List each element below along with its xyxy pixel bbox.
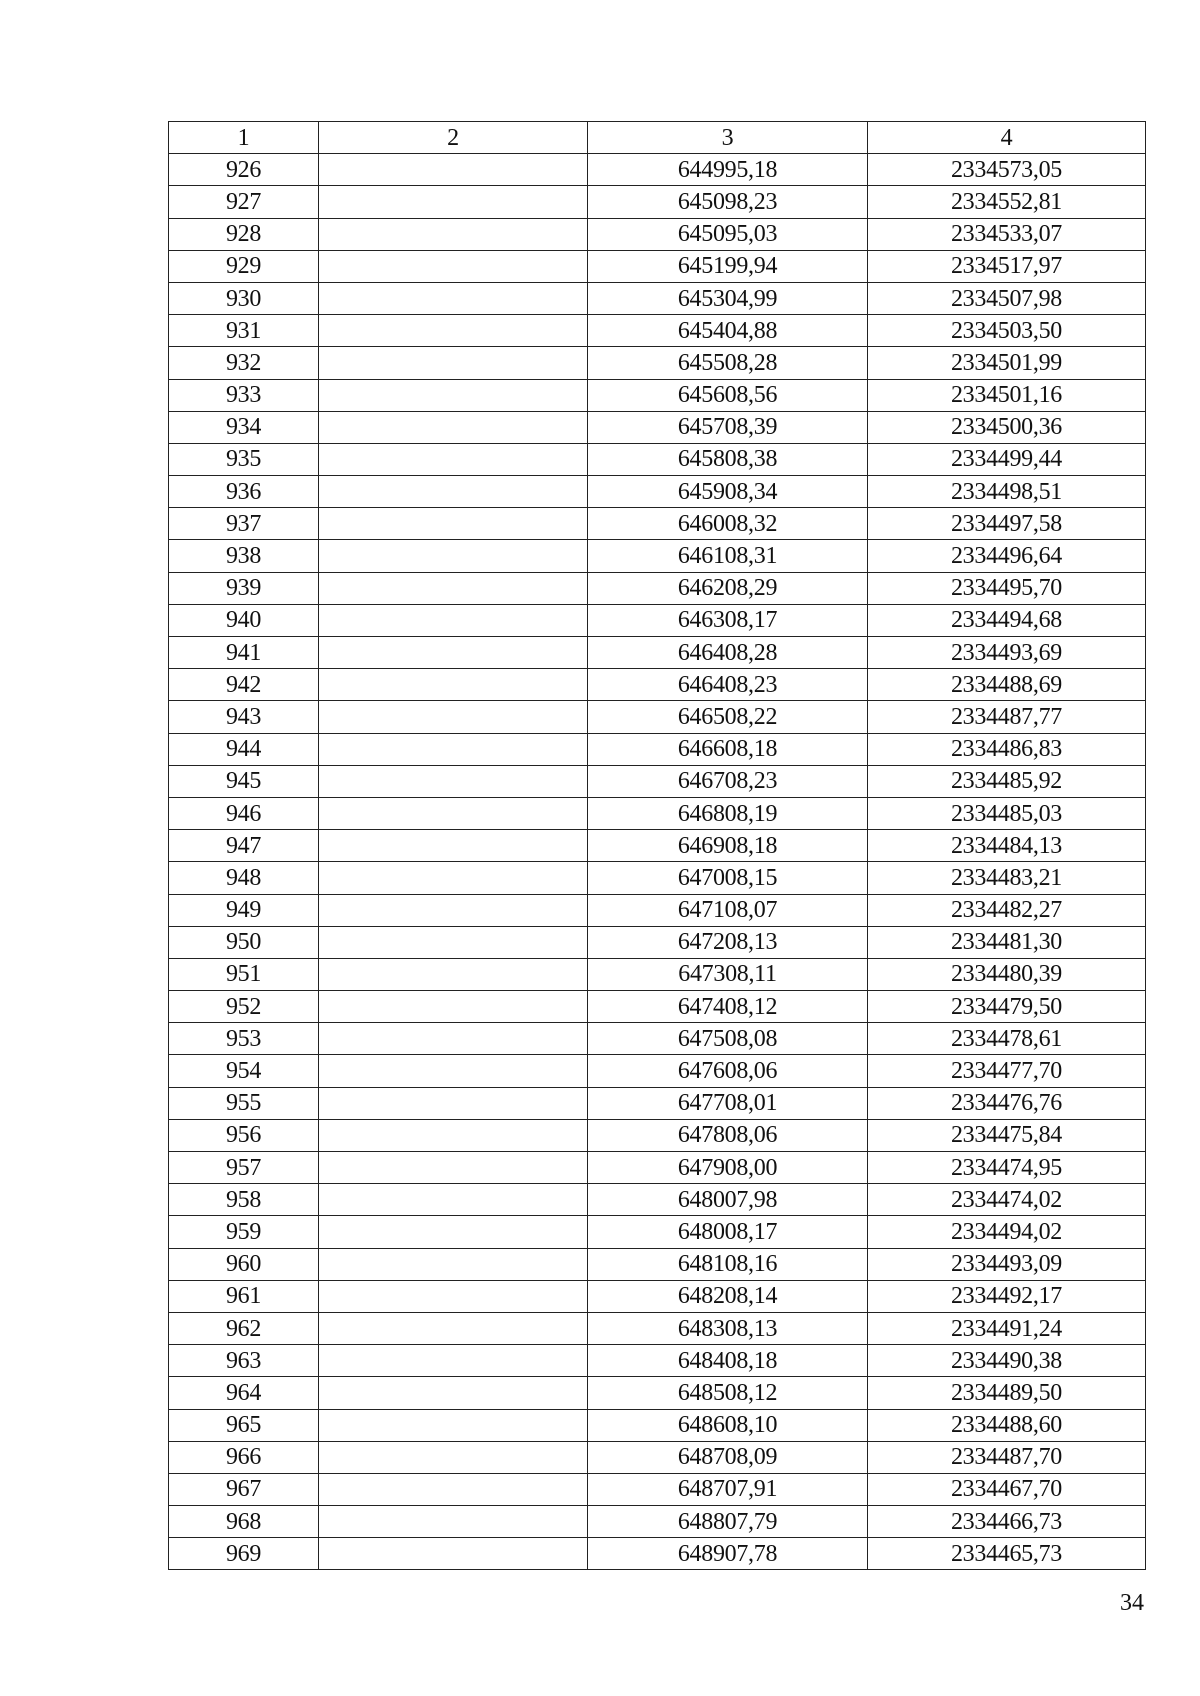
table-row <box>169 991 1146 1023</box>
table-cell-col-1: 965 <box>169 1409 319 1441</box>
table-cell-col-2 <box>319 379 588 411</box>
table-cell-col-1: 950 <box>169 926 319 958</box>
table-cell-col-2 <box>319 958 588 990</box>
table-cell-col-2 <box>319 894 588 926</box>
table-row <box>169 154 1146 186</box>
table-cell-col-1: 961 <box>169 1280 319 1312</box>
table-cell-col-4: 2334496,64 <box>868 540 1146 572</box>
table-cell-col-3: 648707,91 <box>588 1473 868 1505</box>
table-cell-col-1: 963 <box>169 1345 319 1377</box>
table-cell-col-3: 646308,17 <box>588 604 868 636</box>
table-cell-col-4: 2334465,73 <box>868 1538 1146 1570</box>
table-row <box>169 443 1146 475</box>
table-cell-col-1: 956 <box>169 1119 319 1151</box>
table-cell-col-2 <box>319 1312 588 1344</box>
table-cell-col-2 <box>319 733 588 765</box>
table-cell-col-2 <box>319 1506 588 1538</box>
table-cell-col-3: 646908,18 <box>588 830 868 862</box>
table-cell-col-3: 647208,13 <box>588 926 868 958</box>
table-cell-col-3: 647608,06 <box>588 1055 868 1087</box>
table-cell-col-2 <box>319 1216 588 1248</box>
table-cell-col-4: 2334507,98 <box>868 282 1146 314</box>
table-header <box>169 122 1146 154</box>
table-cell-col-4: 2334494,68 <box>868 604 1146 636</box>
table-cell-col-2 <box>319 926 588 958</box>
table-cell-col-1: 960 <box>169 1248 319 1280</box>
table-cell-col-3: 646708,23 <box>588 765 868 797</box>
table-cell-col-2 <box>319 797 588 829</box>
table-cell-col-4: 2334475,84 <box>868 1119 1146 1151</box>
header-col-3: 3 <box>588 122 868 154</box>
table-row <box>169 894 1146 926</box>
table-cell-col-1: 967 <box>169 1473 319 1505</box>
table-cell-col-4: 2334573,05 <box>868 154 1146 186</box>
table-row <box>169 733 1146 765</box>
table-cell-col-3: 646408,23 <box>588 669 868 701</box>
table-cell-col-4: 2334466,73 <box>868 1506 1146 1538</box>
table-cell-col-1: 931 <box>169 315 319 347</box>
table-cell-col-1: 942 <box>169 669 319 701</box>
table-cell-col-1: 958 <box>169 1184 319 1216</box>
table-cell-col-2 <box>319 1409 588 1441</box>
header-row <box>169 122 1146 154</box>
table-cell-col-2 <box>319 1055 588 1087</box>
table-cell-col-1: 941 <box>169 637 319 669</box>
table-cell-col-3: 648008,17 <box>588 1216 868 1248</box>
table-cell-col-2 <box>319 1473 588 1505</box>
table-cell-col-4: 2334552,81 <box>868 186 1146 218</box>
table-cell-col-2 <box>319 604 588 636</box>
table-row <box>169 830 1146 862</box>
table-row <box>169 1506 1146 1538</box>
table-row <box>169 1184 1146 1216</box>
table-cell-col-4: 2334484,13 <box>868 830 1146 862</box>
table-cell-col-2 <box>319 701 588 733</box>
table-row <box>169 862 1146 894</box>
table-cell-col-2 <box>319 765 588 797</box>
table-cell-col-1: 946 <box>169 797 319 829</box>
table-cell-col-4: 2334488,60 <box>868 1409 1146 1441</box>
table-cell-col-1: 959 <box>169 1216 319 1248</box>
table-row <box>169 1345 1146 1377</box>
table-cell-col-1: 926 <box>169 154 319 186</box>
table-cell-col-3: 647908,00 <box>588 1152 868 1184</box>
table-cell-col-1: 933 <box>169 379 319 411</box>
table-cell-col-3: 646808,19 <box>588 797 868 829</box>
table-cell-col-2 <box>319 637 588 669</box>
table-cell-col-4: 2334479,50 <box>868 991 1146 1023</box>
table-cell-col-4: 2334503,50 <box>868 315 1146 347</box>
table-cell-col-3: 646508,22 <box>588 701 868 733</box>
table-cell-col-1: 934 <box>169 411 319 443</box>
table-row <box>169 1055 1146 1087</box>
header-col-2: 2 <box>319 122 588 154</box>
table-cell-col-3: 644995,18 <box>588 154 868 186</box>
table-row <box>169 1409 1146 1441</box>
table-cell-col-1: 949 <box>169 894 319 926</box>
table-cell-col-2 <box>319 1441 588 1473</box>
table-cell-col-4: 2334498,51 <box>868 476 1146 508</box>
table-cell-col-3: 646608,18 <box>588 733 868 765</box>
table-row <box>169 186 1146 218</box>
table-cell-col-4: 2334487,70 <box>868 1441 1146 1473</box>
table-cell-col-4: 2334483,21 <box>868 862 1146 894</box>
table-cell-col-2 <box>319 476 588 508</box>
table-cell-col-3: 646108,31 <box>588 540 868 572</box>
table-row <box>169 315 1146 347</box>
table-cell-col-1: 945 <box>169 765 319 797</box>
table-cell-col-3: 645608,56 <box>588 379 868 411</box>
table-row <box>169 1119 1146 1151</box>
table-row <box>169 1473 1146 1505</box>
table-row <box>169 508 1146 540</box>
table-cell-col-1: 938 <box>169 540 319 572</box>
table-cell-col-1: 955 <box>169 1087 319 1119</box>
table-cell-col-4: 2334487,77 <box>868 701 1146 733</box>
coordinates-table <box>168 121 1146 1570</box>
table-cell-col-4: 2334491,24 <box>868 1312 1146 1344</box>
table-row <box>169 540 1146 572</box>
table-row <box>169 572 1146 604</box>
table-row <box>169 1280 1146 1312</box>
header-col-4: 4 <box>868 122 1146 154</box>
table-cell-col-1: 935 <box>169 443 319 475</box>
table-cell-col-1: 927 <box>169 186 319 218</box>
table-cell-col-4: 2334488,69 <box>868 669 1146 701</box>
table-row <box>169 1152 1146 1184</box>
table-row <box>169 282 1146 314</box>
table-cell-col-2 <box>319 315 588 347</box>
page-number: 34 <box>1120 1590 1144 1616</box>
table-cell-col-2 <box>319 411 588 443</box>
table-cell-col-3: 647508,08 <box>588 1023 868 1055</box>
table-cell-col-1: 969 <box>169 1538 319 1570</box>
table-cell-col-3: 648308,13 <box>588 1312 868 1344</box>
table-row <box>169 476 1146 508</box>
table-cell-col-4: 2334481,30 <box>868 926 1146 958</box>
table-cell-col-4: 2334485,92 <box>868 765 1146 797</box>
table-cell-col-2 <box>319 1377 588 1409</box>
table-cell-col-4: 2334533,07 <box>868 218 1146 250</box>
table-cell-col-4: 2334477,70 <box>868 1055 1146 1087</box>
table-cell-col-3: 645708,39 <box>588 411 868 443</box>
table-row <box>169 765 1146 797</box>
table-cell-col-1: 928 <box>169 218 319 250</box>
table-cell-col-2 <box>319 1538 588 1570</box>
table-cell-col-1: 939 <box>169 572 319 604</box>
table-cell-col-2 <box>319 1345 588 1377</box>
table-row <box>169 958 1146 990</box>
table-cell-col-4: 2334493,69 <box>868 637 1146 669</box>
table-row <box>169 797 1146 829</box>
table-cell-col-4: 2334517,97 <box>868 250 1146 282</box>
table-cell-col-3: 646408,28 <box>588 637 868 669</box>
table-cell-col-3: 648508,12 <box>588 1377 868 1409</box>
table-cell-col-1: 957 <box>169 1152 319 1184</box>
table-cell-col-3: 645095,03 <box>588 218 868 250</box>
table-cell-col-3: 645098,23 <box>588 186 868 218</box>
table-cell-col-3: 648108,16 <box>588 1248 868 1280</box>
table-cell-col-3: 648907,78 <box>588 1538 868 1570</box>
table-cell-col-3: 645199,94 <box>588 250 868 282</box>
table-cell-col-3: 645808,38 <box>588 443 868 475</box>
table-cell-col-2 <box>319 282 588 314</box>
table-row <box>169 604 1146 636</box>
table-cell-col-3: 645404,88 <box>588 315 868 347</box>
table-row <box>169 926 1146 958</box>
table-cell-col-4: 2334499,44 <box>868 443 1146 475</box>
table-cell-col-4: 2334500,36 <box>868 411 1146 443</box>
table-cell-col-1: 951 <box>169 958 319 990</box>
table-cell-col-2 <box>319 572 588 604</box>
table-cell-col-3: 645508,28 <box>588 347 868 379</box>
table-cell-col-1: 937 <box>169 508 319 540</box>
table-cell-col-4: 2334495,70 <box>868 572 1146 604</box>
table-row <box>169 1023 1146 1055</box>
table-cell-col-2 <box>319 1119 588 1151</box>
table-cell-col-2 <box>319 669 588 701</box>
table-row <box>169 379 1146 411</box>
table-cell-col-2 <box>319 1184 588 1216</box>
table-cell-col-2 <box>319 154 588 186</box>
table-cell-col-1: 944 <box>169 733 319 765</box>
table-cell-col-1: 954 <box>169 1055 319 1087</box>
table-cell-col-1: 936 <box>169 476 319 508</box>
table-cell-col-1: 968 <box>169 1506 319 1538</box>
table-cell-col-2 <box>319 1023 588 1055</box>
table-cell-col-3: 645304,99 <box>588 282 868 314</box>
table-cell-col-1: 930 <box>169 282 319 314</box>
table-cell-col-4: 2334493,09 <box>868 1248 1146 1280</box>
table-row <box>169 1377 1146 1409</box>
table-cell-col-3: 648807,79 <box>588 1506 868 1538</box>
table-cell-col-1: 962 <box>169 1312 319 1344</box>
table-cell-col-2 <box>319 1152 588 1184</box>
table-cell-col-1: 929 <box>169 250 319 282</box>
table-cell-col-2 <box>319 830 588 862</box>
table-cell-col-3: 647808,06 <box>588 1119 868 1151</box>
table-row <box>169 1087 1146 1119</box>
table-cell-col-1: 953 <box>169 1023 319 1055</box>
table-cell-col-1: 952 <box>169 991 319 1023</box>
table-cell-col-4: 2334482,27 <box>868 894 1146 926</box>
table-cell-col-1: 947 <box>169 830 319 862</box>
table-cell-col-3: 648408,18 <box>588 1345 868 1377</box>
table-cell-col-2 <box>319 186 588 218</box>
table-cell-col-2 <box>319 508 588 540</box>
table-row <box>169 1312 1146 1344</box>
table-cell-col-3: 646008,32 <box>588 508 868 540</box>
header-col-1: 1 <box>169 122 319 154</box>
table-cell-col-2 <box>319 218 588 250</box>
table-cell-col-4: 2334489,50 <box>868 1377 1146 1409</box>
table-cell-col-1: 966 <box>169 1441 319 1473</box>
table-cell-col-4: 2334492,17 <box>868 1280 1146 1312</box>
table-cell-col-2 <box>319 347 588 379</box>
table-cell-col-2 <box>319 1280 588 1312</box>
table-cell-col-4: 2334501,16 <box>868 379 1146 411</box>
table-cell-col-4: 2334474,02 <box>868 1184 1146 1216</box>
table-body <box>169 154 1146 1570</box>
table-cell-col-3: 647008,15 <box>588 862 868 894</box>
table-cell-col-4: 2334467,70 <box>868 1473 1146 1505</box>
table-cell-col-1: 964 <box>169 1377 319 1409</box>
table-cell-col-4: 2334478,61 <box>868 1023 1146 1055</box>
table-row <box>169 411 1146 443</box>
table-cell-col-2 <box>319 1248 588 1280</box>
table-cell-col-4: 2334497,58 <box>868 508 1146 540</box>
table-row <box>169 1216 1146 1248</box>
table-cell-col-4: 2334476,76 <box>868 1087 1146 1119</box>
table-cell-col-4: 2334485,03 <box>868 797 1146 829</box>
table-row <box>169 1538 1146 1570</box>
table-cell-col-3: 647708,01 <box>588 1087 868 1119</box>
table-cell-col-3: 645908,34 <box>588 476 868 508</box>
table-cell-col-3: 648608,10 <box>588 1409 868 1441</box>
table-cell-col-3: 648708,09 <box>588 1441 868 1473</box>
table-cell-col-1: 948 <box>169 862 319 894</box>
table-cell-col-3: 647408,12 <box>588 991 868 1023</box>
table-row <box>169 250 1146 282</box>
table-cell-col-4: 2334494,02 <box>868 1216 1146 1248</box>
table-row <box>169 637 1146 669</box>
table-cell-col-2 <box>319 1087 588 1119</box>
table-cell-col-4: 2334490,38 <box>868 1345 1146 1377</box>
table-cell-col-1: 943 <box>169 701 319 733</box>
table-row <box>169 218 1146 250</box>
table-cell-col-3: 648208,14 <box>588 1280 868 1312</box>
table-row <box>169 1248 1146 1280</box>
table-row <box>169 1441 1146 1473</box>
table-cell-col-4: 2334480,39 <box>868 958 1146 990</box>
table-cell-col-2 <box>319 540 588 572</box>
table-cell-col-1: 932 <box>169 347 319 379</box>
table-cell-col-2 <box>319 862 588 894</box>
table-cell-col-2 <box>319 443 588 475</box>
table-cell-col-4: 2334486,83 <box>868 733 1146 765</box>
table-cell-col-3: 647308,11 <box>588 958 868 990</box>
table-row <box>169 701 1146 733</box>
table-cell-col-3: 647108,07 <box>588 894 868 926</box>
table-cell-col-3: 648007,98 <box>588 1184 868 1216</box>
table-cell-col-2 <box>319 991 588 1023</box>
table-cell-col-1: 940 <box>169 604 319 636</box>
table-cell-col-4: 2334474,95 <box>868 1152 1146 1184</box>
table-cell-col-3: 646208,29 <box>588 572 868 604</box>
table-row <box>169 669 1146 701</box>
table-cell-col-2 <box>319 250 588 282</box>
table-row <box>169 347 1146 379</box>
table-cell-col-4: 2334501,99 <box>868 347 1146 379</box>
